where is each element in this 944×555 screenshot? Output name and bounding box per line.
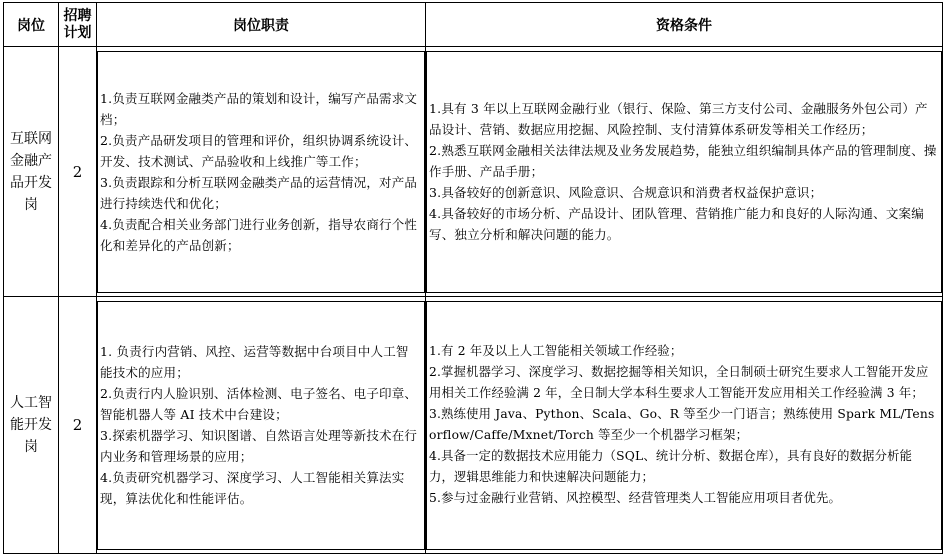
table-row <box>4 297 943 554</box>
duties-cell <box>97 47 426 297</box>
duty-item: 1. 负责行内营销、风控、运营等数据中台项目中人工智能技术的应用； <box>100 344 409 380</box>
duty-item: 4.负责配合相关业务部门进行业务创新，指导农商行个性化和差异化的产品创新； <box>100 216 418 253</box>
plan-cell: 2 <box>59 47 97 297</box>
duty-item: 3.探索机器学习、知识图谱、自然语言处理等新技术在行内业务和管理场景的应用； <box>100 428 418 464</box>
qualification-item: 2.掌握机器学习、深度学习、数据挖掘等相关知识，全日制硕士研究生要求人工智能开发应用相关工作经验满 2 年，全日制大学本科生要求人工智能开发应用相关工作经验满 3 年； <box>429 365 929 400</box>
qualifications-cell <box>426 47 943 297</box>
qualifications-box <box>426 301 942 550</box>
position-cell: 人工智能开发岗 <box>4 297 59 554</box>
qualification-item: 2.熟悉互联网金融相关法律法规及业务发展趋势，能独立组织编制具体产品的管理制度、操作手册、产品手册； <box>429 143 937 179</box>
header-plan: 招聘计划 <box>59 3 97 47</box>
qualification-item: 3.具备较好的创新意识、风险意识、合规意识和消费者权益保护意识； <box>429 185 823 200</box>
duty-item: 4.负责研究机器学习、深度学习、人工智能相关算法实现，算法优化和性能评估。 <box>100 470 405 506</box>
header-row <box>4 3 943 47</box>
duties-cell <box>97 297 426 554</box>
qualification-item: 1.具有 3 年以上互联网金融行业（银行、保险、第三方支付公司、金融服务外包公司）产品设计、营销、数据应用挖掘、风险控制、支付清算体系研发等相关工作经历； <box>429 101 928 137</box>
position-cell: 互联网金融产品开发岗 <box>4 47 59 297</box>
qualifications-cell <box>426 297 943 554</box>
duty-item: 3.负责跟踪和分析互联网金融类产品的运营情况，对产品进行持续迭代和优化； <box>100 174 418 211</box>
duty-item: 2.负责产品研发项目的管理和评价，组织协调系统设计、开发、技术测试、产品验收和上线推广等工作； <box>100 132 418 169</box>
duty-item: 2.负责行内人脸识别、活体检测、电子签名、电子印章、智能机器人等 AI 技术中台建设； <box>100 386 418 422</box>
qualification-item: 3.熟练使用 Java、Python、Scala、Go、R 等至少一门语言；熟练使用 Spark ML/Tensorflow/Caffe/Mxnet/Torch 等至少一个机器学习框架； <box>429 407 935 442</box>
header-duties: 岗位职责 <box>97 3 426 47</box>
recruitment-table <box>3 2 943 554</box>
qualifications-box <box>426 51 942 293</box>
qualification-item: 4.具备一定的数据技术应用能力（SQL、统计分析、数据仓库），具有良好的数据分析能力，逻辑思维能力和快速解决问题能力； <box>429 449 913 484</box>
qualification-item: 1.有 2 年及以上人工智能相关领域工作经验； <box>429 344 683 358</box>
duty-item: 1.负责互联网金融类产品的策划和设计，编写产品需求文档； <box>100 90 418 127</box>
duties-box <box>97 301 425 550</box>
plan-cell: 2 <box>59 297 97 554</box>
duties-box <box>97 51 425 293</box>
qualification-item: 4.具备较好的市场分析、产品设计、团队管理、营销推广能力和良好的人际沟通、文案编写、独立分析和解决问题的能力。 <box>429 206 924 242</box>
header-position: 岗位 <box>4 3 59 47</box>
qualification-item: 5.参与过金融行业营销、风控模型、经营管理类人工智能应用项目者优先。 <box>429 491 842 505</box>
header-qualifications: 资格条件 <box>426 3 943 47</box>
table-row <box>4 47 943 297</box>
